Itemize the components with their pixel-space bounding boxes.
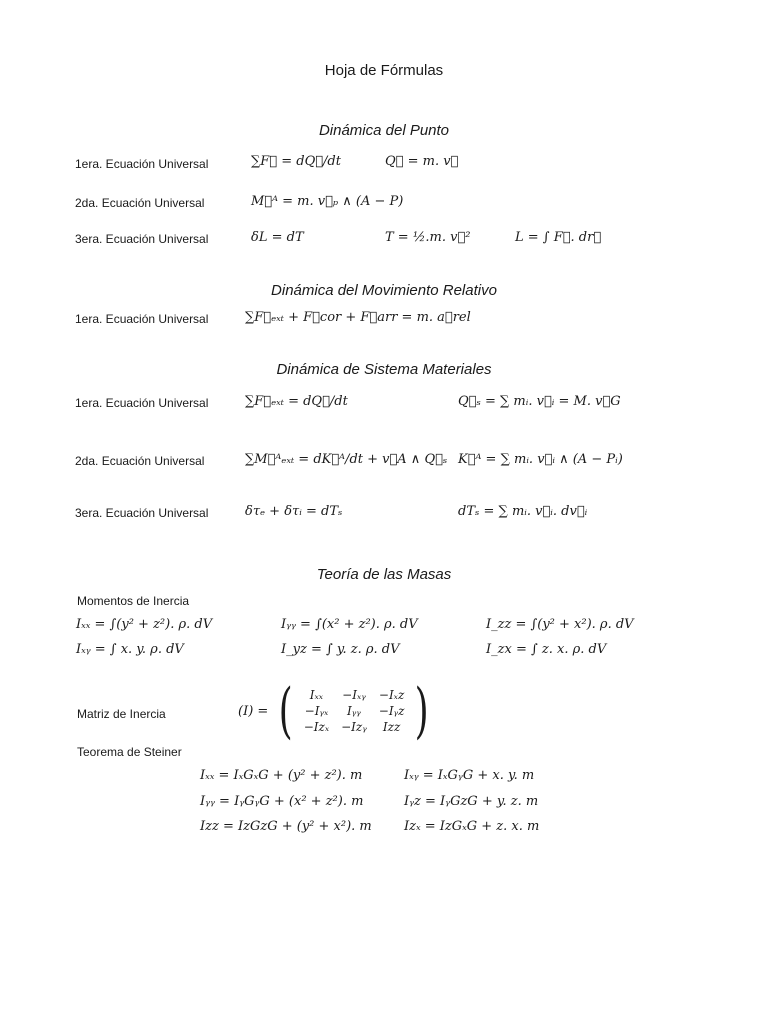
formula: Izₓ = IzGₓG + z. x. m — [404, 819, 540, 834]
formula: ∑F⃗ = dQ⃗/dt — [251, 154, 341, 169]
row-label: 2da. Ecuación Universal — [75, 454, 205, 468]
matrix-cell: −Izᵧ — [341, 720, 367, 734]
matrix-cell: Izz — [382, 720, 401, 734]
formula: ∑M⃗ᴬₑₓₜ = dK⃗ᴬ/dt + v⃗A ∧ Q⃗ₛ — [245, 452, 448, 467]
formula: Iₓₓ = IₓGₓG + (y² + z²). m — [200, 768, 363, 783]
formula: K⃗ᴬ = ∑ mᵢ. v⃗ᵢ ∧ (A − Pᵢ) — [458, 452, 623, 467]
formula: I_zx = ∫ z. x. ρ. dV — [486, 642, 607, 657]
formula: ∑F⃗ₑₓₜ + F⃗cor + F⃗arr = m. a⃗rel — [245, 310, 471, 325]
formula: Iᵧz = IᵧGzG + y. z. m — [404, 794, 539, 809]
row-label: 1era. Ecuación Universal — [75, 157, 209, 171]
matrix-cell: −Iₓᵧ — [342, 688, 366, 702]
formula: ∑F⃗ₑₓₜ = dQ⃗/dt — [245, 394, 348, 409]
matrix-table — [298, 687, 411, 735]
row-label: 1era. Ecuación Universal — [75, 396, 209, 410]
formula: δτₑ + δτᵢ = dTₛ — [245, 504, 343, 519]
row-label: 3era. Ecuación Universal — [75, 506, 209, 520]
formula: Iₓᵧ = IₓGᵧG + x. y. m — [404, 768, 535, 783]
matrix-cell: −Iᵧₓ — [304, 704, 329, 718]
section-title: Dinámica del Movimiento Relativo — [271, 282, 497, 299]
row-label: 1era. Ecuación Universal — [75, 312, 209, 326]
inertia-matrix — [238, 676, 434, 746]
page-title: Hoja de Fórmulas — [324, 62, 444, 79]
matriz-label: Matriz de Inercia — [77, 707, 166, 721]
formula: Iₓₓ = ∫(y² + z²). ρ. dV — [76, 617, 213, 632]
formula: Iᵧᵧ = ∫(x² + z²). ρ. dV — [281, 617, 418, 632]
formula: Q⃗ = m. v⃗ — [385, 154, 459, 169]
momentos-label: Momentos de Inercia — [77, 594, 190, 608]
section-title: Dinámica de Sistema Materiales — [276, 361, 492, 378]
matrix-cell: −Iᵧz — [378, 704, 405, 718]
matrix-lhs: (I) = — [238, 703, 269, 719]
right-paren: ) — [415, 676, 430, 746]
formula: Iᵧᵧ = IᵧGᵧG + (x² + z²). m — [200, 794, 364, 809]
formula: Izz = IzGzG + (y² + x²). m — [200, 819, 372, 834]
row-label: 3era. Ecuación Universal — [75, 232, 209, 246]
row-label: 2da. Ecuación Universal — [75, 196, 205, 210]
formula: Iₓᵧ = ∫ x. y. ρ. dV — [76, 642, 184, 657]
steiner-label: Teorema de Steiner — [77, 745, 182, 759]
section-title: Dinámica del Punto — [318, 122, 450, 139]
matrix-cell: Iₓₓ — [309, 688, 324, 702]
formula: I_zz = ∫(y² + x²). ρ. dV — [486, 617, 634, 632]
formula: δL = dT — [251, 230, 304, 245]
matrix-cell: Iᵧᵧ — [347, 704, 361, 718]
matrix-cell: −Iₓz — [378, 688, 405, 702]
section-title: Teoría de las Masas — [316, 566, 452, 583]
formula: T = ½.m. v⃗² — [385, 230, 471, 245]
matrix-cell: −Izₓ — [303, 720, 330, 734]
formula: Q⃗ₛ = ∑ mᵢ. v⃗ᵢ = M. v⃗G — [458, 394, 621, 409]
formula: I_yz = ∫ y. z. ρ. dV — [281, 642, 400, 657]
formula: dTₛ = ∑ mᵢ. v⃗ᵢ. dv⃗ᵢ — [458, 504, 588, 519]
formula: L = ∫ F⃗. dr⃗ — [515, 230, 602, 245]
formula: M⃗ᴬ = m. v⃗ₚ ∧ (A − P) — [251, 194, 404, 209]
left-paren: ( — [278, 676, 294, 746]
